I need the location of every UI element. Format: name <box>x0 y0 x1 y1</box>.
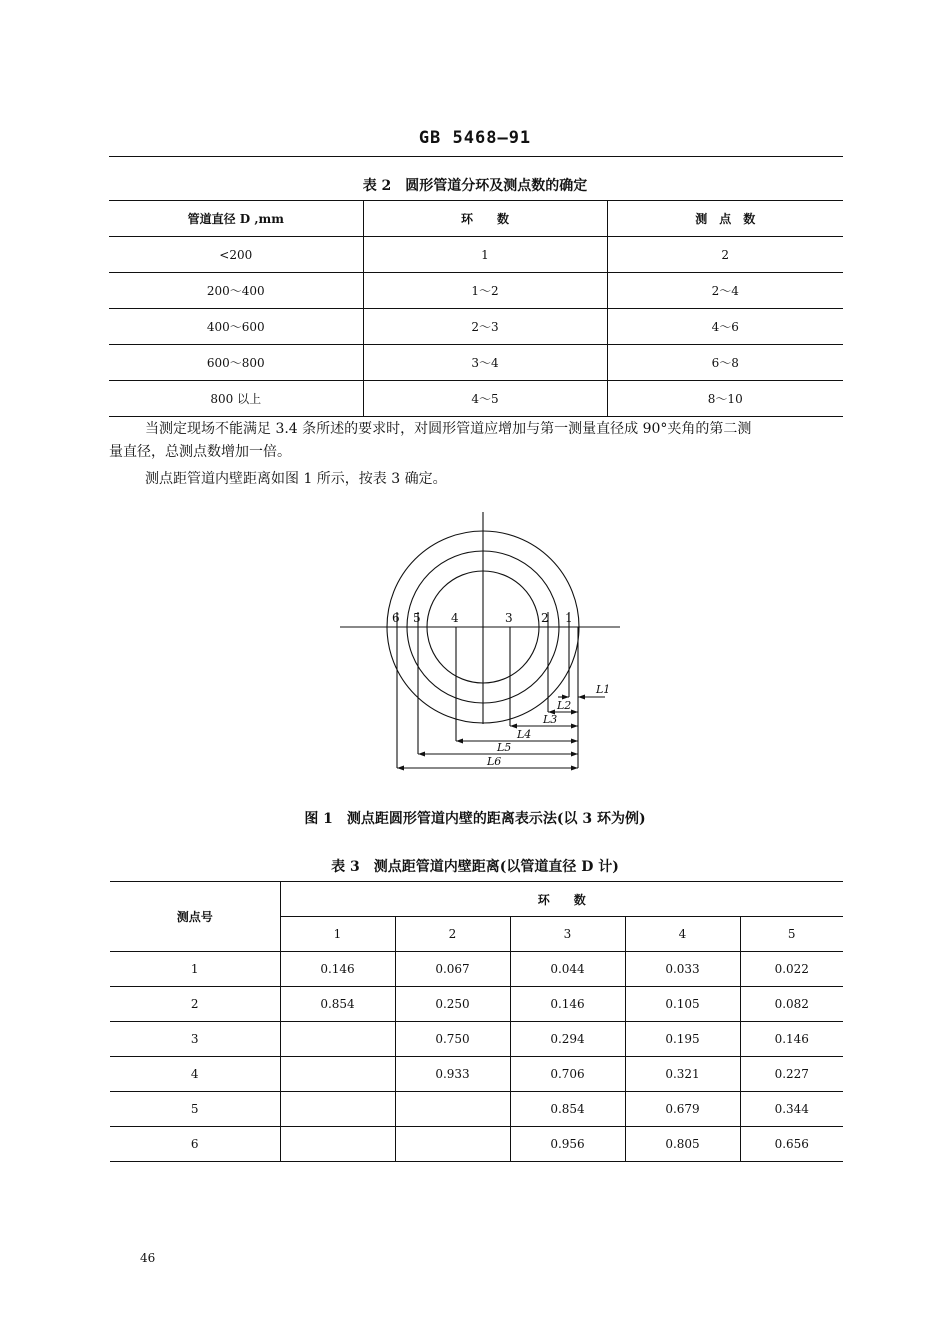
table3-header-row <box>110 882 843 917</box>
table-cell: 2 <box>110 987 280 1022</box>
table2-caption: 表 2 圆形管道分环及测点数的确定 <box>362 178 588 194</box>
distance-label: L5 <box>497 741 512 754</box>
table-cell: 0.044 <box>510 952 625 987</box>
distance-label: L4 <box>517 728 532 741</box>
table-cell: 5 <box>110 1092 280 1127</box>
point-label: 3 <box>505 611 513 625</box>
table-cell <box>395 1092 510 1127</box>
distance-label: L6 <box>487 755 502 768</box>
table-cell <box>280 1127 395 1162</box>
table-cell: 800 以上 <box>210 392 262 406</box>
table-cell <box>280 1092 395 1127</box>
row-header-cell: 测点号 <box>110 882 280 952</box>
table-cell: 1 <box>363 237 607 273</box>
table-cell: 0.854 <box>510 1092 625 1127</box>
figure1-diagram <box>330 505 630 795</box>
table-cell: 0.805 <box>625 1127 740 1162</box>
ring-number-cell: 4 <box>625 917 740 952</box>
point-label: 6 <box>392 611 400 625</box>
table-cell: 3 <box>110 1022 280 1057</box>
table-row <box>109 309 843 345</box>
table-cell: 0.146 <box>280 952 395 987</box>
figure1-caption: 图 1 测点距圆形管道内壁的距离表示法(以 3 环为例) <box>304 811 646 827</box>
table-cell: 8～10 <box>607 381 843 417</box>
table-cell: 0.250 <box>395 987 510 1022</box>
distance-label: L3 <box>543 713 558 726</box>
ring-number-cell: 5 <box>740 917 843 952</box>
table-cell: 0.933 <box>395 1057 510 1092</box>
ring-number-cell: 2 <box>395 917 510 952</box>
ring-number-cell: 1 <box>280 917 395 952</box>
ring-number-cell: 3 <box>510 917 625 952</box>
table-cell <box>395 1127 510 1162</box>
paragraph-line: 量直径，总测点数增加一倍。 <box>109 444 291 460</box>
table-cell: <200 <box>109 237 363 273</box>
table-cell: 0.656 <box>740 1127 843 1162</box>
table2-header-row <box>109 201 843 237</box>
table-cell: 0.294 <box>510 1022 625 1057</box>
table2-header-cell: 环 数 <box>363 201 607 237</box>
table-row <box>109 381 843 417</box>
standard-code-header: GB 5468—91 <box>418 128 532 148</box>
table-cell: 0.854 <box>280 987 395 1022</box>
table-cell: 600～800 <box>109 345 363 381</box>
paragraph-line: 当测定现场不能满足 3.4 条所述的要求时，对圆形管道应增加与第一测量直径成 90°夹角的第二测 <box>145 421 752 437</box>
table-cell <box>280 1057 395 1092</box>
table-cell: 0.105 <box>625 987 740 1022</box>
table-cell: 0.321 <box>625 1057 740 1092</box>
table-cell: 2 <box>607 237 843 273</box>
table-cell: 200～400 <box>109 273 363 309</box>
table-cell: 3～4 <box>363 345 607 381</box>
table-cell: 0.022 <box>740 952 843 987</box>
table-cell: 0.067 <box>395 952 510 987</box>
table-cell: 4～5 <box>363 381 607 417</box>
distance-label: L1 <box>596 683 611 696</box>
table3-caption: 表 3 测点距管道内壁距离(以管道直径 D 计) <box>331 859 619 875</box>
table-cell <box>280 1022 395 1057</box>
table-cell: 0.033 <box>625 952 740 987</box>
table-cell: 0.082 <box>740 987 843 1022</box>
table-row <box>110 1022 843 1057</box>
group-header-cell: 环 数 <box>280 882 843 917</box>
paragraph-line: 测点距管道内壁距离如图 1 所示，按表 3 确定。 <box>145 471 447 487</box>
header-rule <box>109 156 843 157</box>
table-row <box>109 237 843 273</box>
table-cell: 0.706 <box>510 1057 625 1092</box>
table-cell: 4 <box>110 1057 280 1092</box>
table-cell: 2～3 <box>363 309 607 345</box>
table-cell: 0.227 <box>740 1057 843 1092</box>
table-row <box>109 345 843 381</box>
point-label: 4 <box>451 611 459 625</box>
table-cell: 2～4 <box>607 273 843 309</box>
table-row <box>110 952 843 987</box>
table3 <box>110 881 843 1162</box>
point-label: 2 <box>541 611 549 625</box>
table-row <box>110 1127 843 1162</box>
table-row <box>110 1057 843 1092</box>
point-label: 5 <box>413 611 421 625</box>
table-row <box>110 1092 843 1127</box>
table-cell: 0.146 <box>510 987 625 1022</box>
table2-header-cell: 管道直径 D ,mm <box>109 201 363 237</box>
page-number: 46 <box>140 1251 156 1265</box>
table-cell: 6～8 <box>607 345 843 381</box>
table2-header-cell: 测 点 数 <box>607 201 843 237</box>
table-cell: 4～6 <box>607 309 843 345</box>
table-cell: 6 <box>110 1127 280 1162</box>
table-cell: 0.956 <box>510 1127 625 1162</box>
distance-label: L2 <box>557 699 572 712</box>
table-cell: 0.344 <box>740 1092 843 1127</box>
table-cell: 1 <box>110 952 280 987</box>
table-cell: 1～2 <box>363 273 607 309</box>
table-cell: 0.750 <box>395 1022 510 1057</box>
table-cell: 0.679 <box>625 1092 740 1127</box>
table-row <box>110 987 843 1022</box>
table-cell: 0.195 <box>625 1022 740 1057</box>
table-row <box>109 273 843 309</box>
point-label: 1 <box>565 611 573 625</box>
table2 <box>109 200 843 417</box>
table-cell: 400～600 <box>109 309 363 345</box>
table-cell: 0.146 <box>740 1022 843 1057</box>
